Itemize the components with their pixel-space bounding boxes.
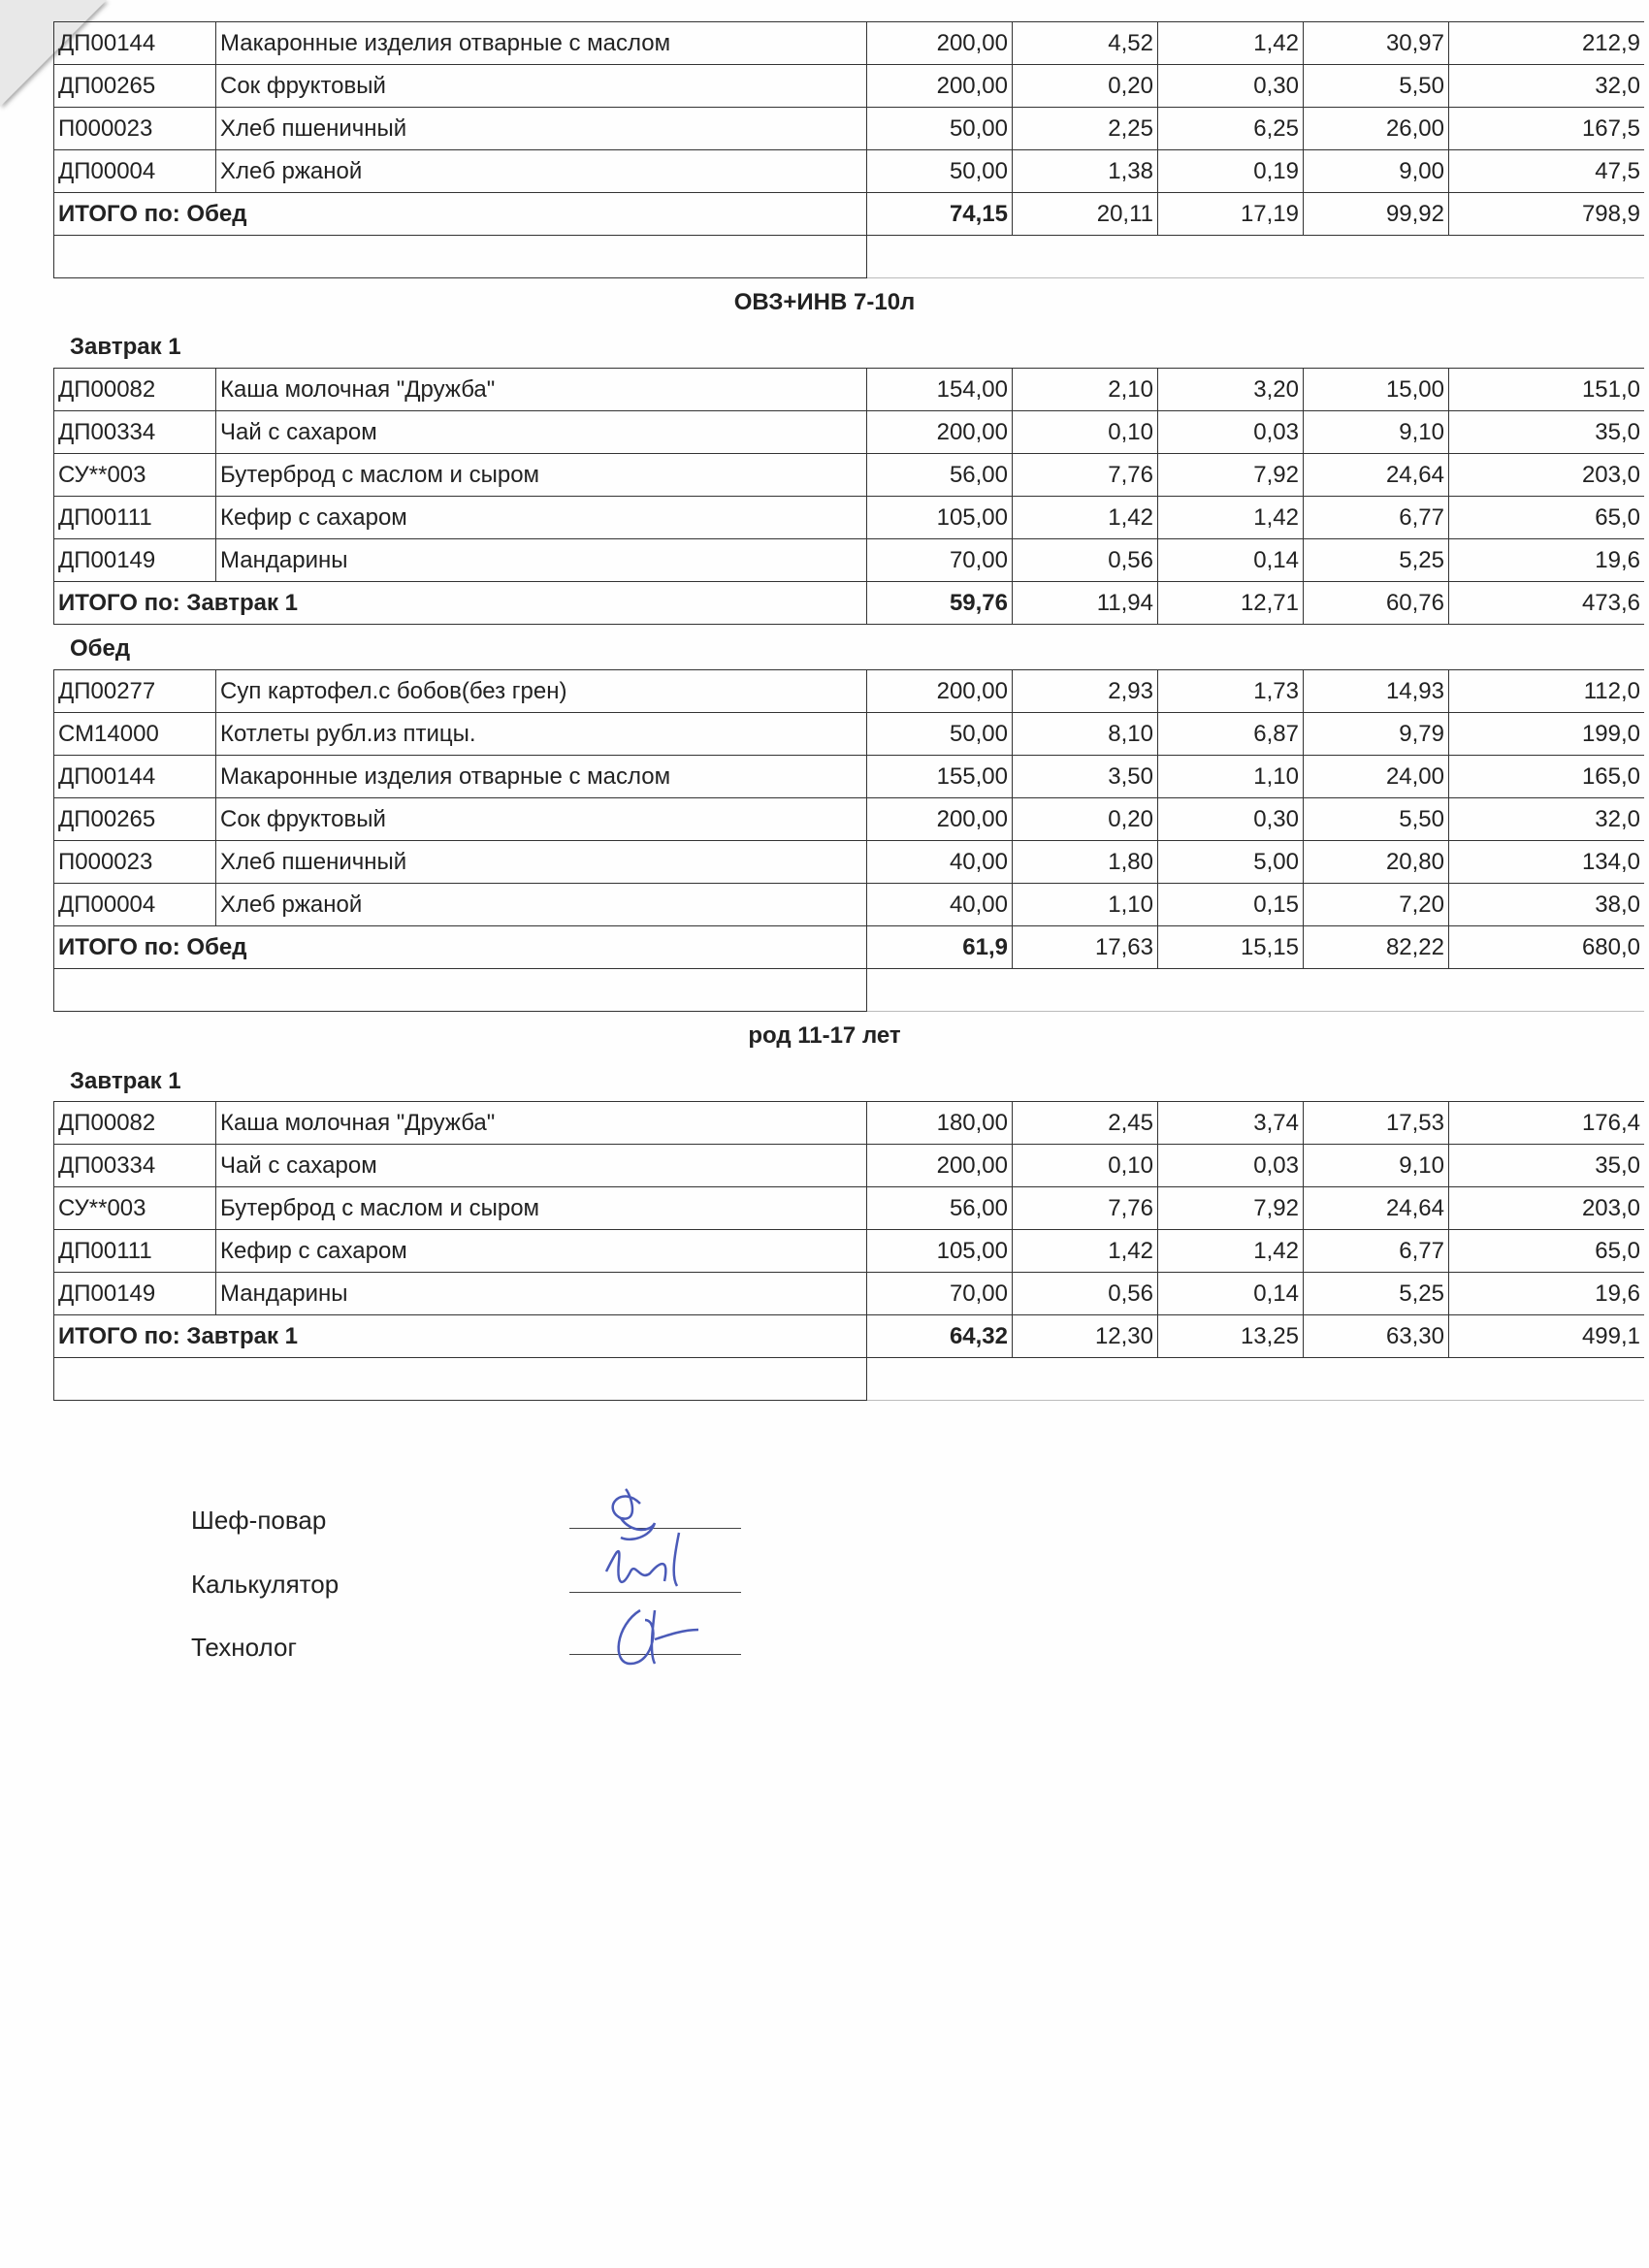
fats-cell: 6,87 [1158,713,1304,756]
fats-total: 13,25 [1158,1315,1304,1358]
carbohydrates-cell: 5,50 [1304,798,1449,841]
calories-total: 798,9 [1449,193,1645,236]
calories-cell: 199,0 [1449,713,1645,756]
fats-total: 12,71 [1158,582,1304,625]
total-label: ИТОГО по: Завтрак 1 [54,1315,867,1358]
item-code-cell: ДП00144 [54,22,216,65]
menu-table [53,368,1644,625]
fats-cell: 6,25 [1158,108,1304,150]
proteins-cell: 0,20 [1013,65,1158,108]
calories-cell: 212,9 [1449,22,1645,65]
portion-weight-cell: 200,00 [867,670,1013,713]
calories-cell: 32,0 [1449,798,1645,841]
proteins-cell: 1,42 [1013,497,1158,539]
table-row [54,1273,1645,1315]
dish-name-cell: Каша молочная "Дружба" [216,369,867,411]
empty-row [54,1358,1645,1401]
fats-cell: 3,20 [1158,369,1304,411]
total-row [54,193,1645,236]
proteins-total: 17,63 [1013,926,1158,969]
item-code-cell: ДП00111 [54,1230,216,1273]
table-row [54,497,1645,539]
carbohydrates-cell: 15,00 [1304,369,1449,411]
fats-cell: 1,42 [1158,497,1304,539]
fats-cell: 0,03 [1158,411,1304,454]
total-label: ИТОГО по: Обед [54,926,867,969]
calories-cell: 47,5 [1449,150,1645,193]
item-code-cell: ДП00082 [54,369,216,411]
total-label: ИТОГО по: Завтрак 1 [54,582,867,625]
fats-total: 17,19 [1158,193,1304,236]
table-row [54,841,1645,884]
fats-cell: 5,00 [1158,841,1304,884]
fats-cell: 3,74 [1158,1102,1304,1145]
table-row [54,1102,1645,1145]
item-code-cell: ДП00004 [54,150,216,193]
proteins-cell: 2,45 [1013,1102,1158,1145]
carbohydrates-cell: 24,64 [1304,1187,1449,1230]
calories-cell: 167,5 [1449,108,1645,150]
item-code-cell: ДП00144 [54,756,216,798]
item-code-cell: ДП00111 [54,497,216,539]
fats-cell: 1,73 [1158,670,1304,713]
calories-cell: 134,0 [1449,841,1645,884]
calories-total: 499,1 [1449,1315,1645,1358]
proteins-cell: 7,76 [1013,1187,1158,1230]
dish-name-cell: Сок фруктовый [216,798,867,841]
calories-total: 680,0 [1449,926,1645,969]
carbohydrates-cell: 6,77 [1304,1230,1449,1273]
proteins-cell: 1,80 [1013,841,1158,884]
item-code-cell: ДП00149 [54,1273,216,1315]
table-row [54,150,1645,193]
dish-name-cell: Хлеб ржаной [216,150,867,193]
carbohydrates-cell: 9,10 [1304,1145,1449,1187]
carbohydrates-cell: 24,64 [1304,454,1449,497]
empty-row [54,236,1645,278]
proteins-cell: 0,56 [1013,1273,1158,1315]
dish-name-cell: Бутерброд с маслом и сыром [216,1187,867,1230]
item-code-cell: ДП00265 [54,65,216,108]
handwritten-signatures [563,1465,757,1678]
proteins-cell: 1,10 [1013,884,1158,926]
proteins-cell: 7,76 [1013,454,1158,497]
fats-cell: 7,92 [1158,454,1304,497]
proteins-cell: 2,10 [1013,369,1158,411]
table-row [54,756,1645,798]
empty-cell [54,1358,867,1401]
calories-cell: 176,4 [1449,1102,1645,1145]
proteins-cell: 3,50 [1013,756,1158,798]
dish-name-cell: Кефир с сахаром [216,1230,867,1273]
item-code-cell: ДП00334 [54,1145,216,1187]
dish-name-cell: Макаронные изделия отварные с маслом [216,756,867,798]
signature-label-calculator: Калькулятор [191,1570,340,1599]
carbohydrates-cell: 17,53 [1304,1102,1449,1145]
menu-table [53,669,1644,1012]
portion-weight-total: 61,9 [867,926,1013,969]
carbohydrates-cell: 14,93 [1304,670,1449,713]
proteins-total: 20,11 [1013,193,1158,236]
table-row [54,108,1645,150]
fats-cell: 1,42 [1158,22,1304,65]
calories-cell: 19,6 [1449,1273,1645,1315]
fats-cell: 0,03 [1158,1145,1304,1187]
dish-name-cell: Сок фруктовый [216,65,867,108]
group-title-11-17: род 11-17 лет [748,1022,901,1049]
carbohydrates-cell: 7,20 [1304,884,1449,926]
calories-cell: 35,0 [1449,411,1645,454]
portion-weight-cell: 50,00 [867,713,1013,756]
fats-cell: 0,15 [1158,884,1304,926]
proteins-cell: 2,25 [1013,108,1158,150]
table-row [54,454,1645,497]
portion-weight-cell: 155,00 [867,756,1013,798]
portion-weight-cell: 105,00 [867,497,1013,539]
signature-label-chef: Шеф-повар [191,1506,327,1535]
calories-cell: 165,0 [1449,756,1645,798]
proteins-cell: 2,93 [1013,670,1158,713]
calories-cell: 65,0 [1449,1230,1645,1273]
portion-weight-cell: 50,00 [867,108,1013,150]
proteins-cell: 0,56 [1013,539,1158,582]
calories-cell: 203,0 [1449,1187,1645,1230]
total-row [54,1315,1645,1358]
carbohydrates-cell: 30,97 [1304,22,1449,65]
dish-name-cell: Мандарины [216,539,867,582]
portion-weight-cell: 200,00 [867,22,1013,65]
menu-table [53,21,1644,278]
dish-name-cell: Мандарины [216,1273,867,1315]
portion-weight-cell: 105,00 [867,1230,1013,1273]
table-row [54,1145,1645,1187]
item-code-cell: П000023 [54,108,216,150]
proteins-cell: 1,42 [1013,1230,1158,1273]
calories-cell: 35,0 [1449,1145,1645,1187]
proteins-total: 12,30 [1013,1315,1158,1358]
proteins-cell: 1,38 [1013,150,1158,193]
portion-weight-cell: 70,00 [867,539,1013,582]
proteins-total: 11,94 [1013,582,1158,625]
proteins-cell: 0,10 [1013,411,1158,454]
portion-weight-total: 64,32 [867,1315,1013,1358]
menu-table [53,1101,1644,1401]
portion-weight-cell: 56,00 [867,454,1013,497]
empty-cell [54,236,867,278]
item-code-cell: ДП00334 [54,411,216,454]
table-breakfast-11-17 [53,1101,1640,1401]
table-row [54,369,1645,411]
fats-cell: 0,19 [1158,150,1304,193]
dish-name-cell: Котлеты рубл.из птицы. [216,713,867,756]
dish-name-cell: Хлеб пшеничный [216,841,867,884]
portion-weight-cell: 200,00 [867,1145,1013,1187]
item-code-cell: ДП00265 [54,798,216,841]
portion-weight-cell: 154,00 [867,369,1013,411]
carbohydrates-cell: 9,79 [1304,713,1449,756]
calories-cell: 112,0 [1449,670,1645,713]
meal-title-breakfast: Завтрак 1 [70,334,181,360]
table-row [54,670,1645,713]
dish-name-cell: Каша молочная "Дружба" [216,1102,867,1145]
item-code-cell: ДП00004 [54,884,216,926]
item-code-cell: ДП00082 [54,1102,216,1145]
carbohydrates-cell: 5,25 [1304,1273,1449,1315]
carbohydrates-total: 60,76 [1304,582,1449,625]
total-row [54,926,1645,969]
calories-cell: 19,6 [1449,539,1645,582]
portion-weight-cell: 200,00 [867,65,1013,108]
calories-cell: 32,0 [1449,65,1645,108]
table-row [54,884,1645,926]
portion-weight-total: 74,15 [867,193,1013,236]
fats-cell: 0,14 [1158,539,1304,582]
table-row [54,22,1645,65]
dish-name-cell: Хлеб ржаной [216,884,867,926]
carbohydrates-total: 63,30 [1304,1315,1449,1358]
table-row [54,1230,1645,1273]
carbohydrates-total: 99,92 [1304,193,1449,236]
item-code-cell: П000023 [54,841,216,884]
dish-name-cell: Чай с сахаром [216,411,867,454]
carbohydrates-cell: 6,77 [1304,497,1449,539]
carbohydrates-total: 82,22 [1304,926,1449,969]
empty-cell [54,969,867,1012]
portion-weight-cell: 70,00 [867,1273,1013,1315]
table-row [54,65,1645,108]
item-code-cell: СУ**003 [54,454,216,497]
carbohydrates-cell: 26,00 [1304,108,1449,150]
meal-title-breakfast-11-17: Завтрак 1 [70,1068,181,1094]
table-lunch-1 [53,21,1640,278]
table-row [54,539,1645,582]
dish-name-cell: Бутерброд с маслом и сыром [216,454,867,497]
calories-cell: 65,0 [1449,497,1645,539]
dish-name-cell: Макаронные изделия отварные с маслом [216,22,867,65]
portion-weight-cell: 56,00 [867,1187,1013,1230]
dish-name-cell: Суп картофел.с бобов(без грен) [216,670,867,713]
group-title-ovz-inv: ОВЗ+ИНВ 7-10л [733,289,916,315]
calories-total: 473,6 [1449,582,1645,625]
table-row [54,411,1645,454]
fats-cell: 7,92 [1158,1187,1304,1230]
meal-title-lunch: Обед [70,635,131,662]
proteins-cell: 4,52 [1013,22,1158,65]
carbohydrates-cell: 20,80 [1304,841,1449,884]
portion-weight-cell: 180,00 [867,1102,1013,1145]
fats-cell: 0,30 [1158,65,1304,108]
calories-cell: 203,0 [1449,454,1645,497]
empty-cell [867,969,1645,1012]
fats-cell: 1,42 [1158,1230,1304,1273]
table-row [54,713,1645,756]
empty-cell [867,236,1645,278]
fats-cell: 0,30 [1158,798,1304,841]
proteins-cell: 0,10 [1013,1145,1158,1187]
total-label: ИТОГО по: Обед [54,193,867,236]
proteins-cell: 8,10 [1013,713,1158,756]
portion-weight-cell: 200,00 [867,411,1013,454]
empty-row [54,969,1645,1012]
table-row [54,798,1645,841]
portion-weight-cell: 50,00 [867,150,1013,193]
dish-name-cell: Кефир с сахаром [216,497,867,539]
fats-total: 15,15 [1158,926,1304,969]
signature-label-technologist: Технолог [191,1633,297,1662]
item-code-cell: ДП00277 [54,670,216,713]
dish-name-cell: Хлеб пшеничный [216,108,867,150]
carbohydrates-cell: 24,00 [1304,756,1449,798]
item-code-cell: СУ**003 [54,1187,216,1230]
proteins-cell: 0,20 [1013,798,1158,841]
fats-cell: 1,10 [1158,756,1304,798]
portion-weight-cell: 200,00 [867,798,1013,841]
empty-cell [867,1358,1645,1401]
table-lunch-7-10 [53,669,1640,1012]
portion-weight-total: 59,76 [867,582,1013,625]
fats-cell: 0,14 [1158,1273,1304,1315]
total-row [54,582,1645,625]
item-code-cell: СМ14000 [54,713,216,756]
carbohydrates-cell: 5,25 [1304,539,1449,582]
dish-name-cell: Чай с сахаром [216,1145,867,1187]
carbohydrates-cell: 5,50 [1304,65,1449,108]
carbohydrates-cell: 9,00 [1304,150,1449,193]
table-breakfast-7-10 [53,368,1640,625]
item-code-cell: ДП00149 [54,539,216,582]
calories-cell: 38,0 [1449,884,1645,926]
table-row [54,1187,1645,1230]
carbohydrates-cell: 9,10 [1304,411,1449,454]
portion-weight-cell: 40,00 [867,841,1013,884]
calories-cell: 151,0 [1449,369,1645,411]
portion-weight-cell: 40,00 [867,884,1013,926]
